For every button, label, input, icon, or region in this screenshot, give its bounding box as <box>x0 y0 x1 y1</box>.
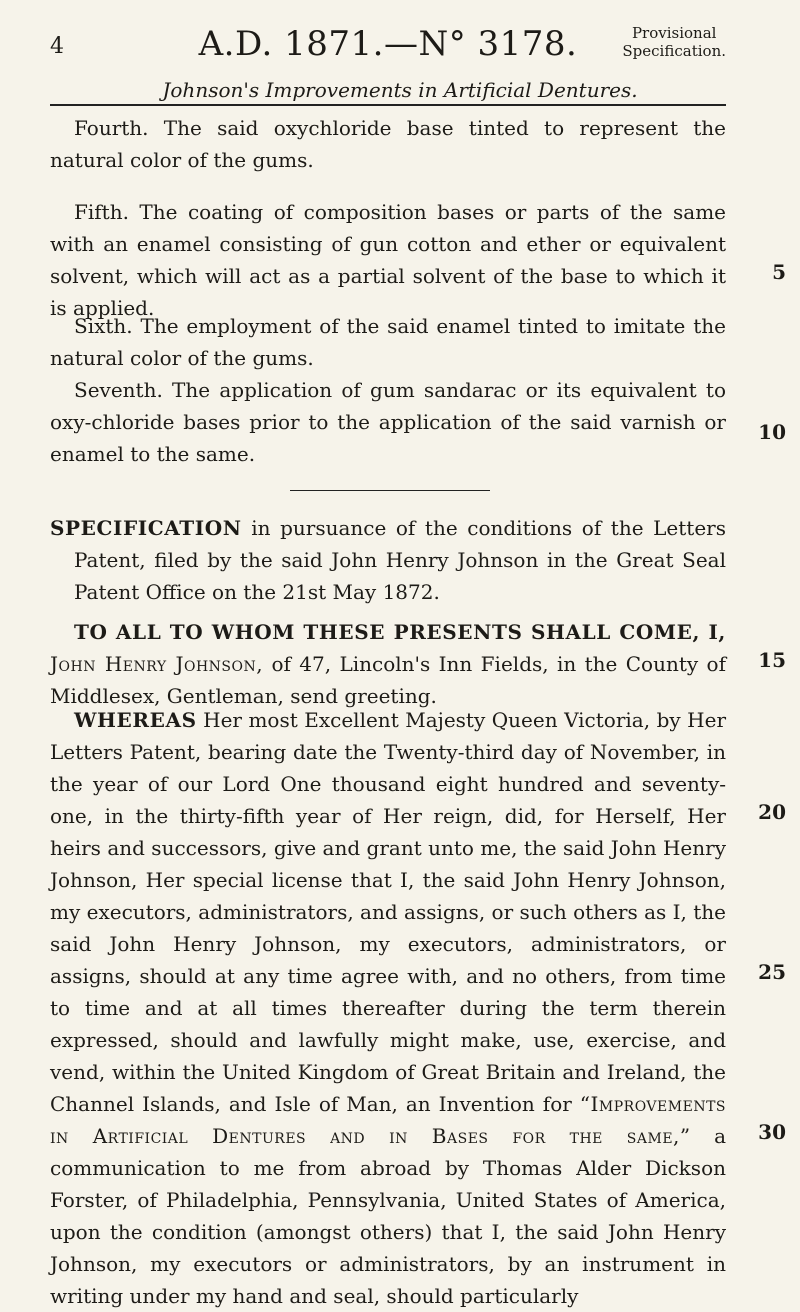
header-rule <box>50 104 726 106</box>
page-title: A.D. 1871.—N° 3178. <box>198 24 578 64</box>
running-subtitle: Johnson's Improvements in Artificial Dentures. <box>162 78 638 102</box>
line-number: 30 <box>758 1120 786 1144</box>
provisional-label-line2: Specification. <box>622 42 726 60</box>
line-number: 25 <box>758 960 786 984</box>
line-number: 5 <box>772 260 786 284</box>
provisional-specification-label <box>622 24 726 60</box>
paragraph-fourth: Fourth. The said oxychloride base tinted to represent the natural color of the gums. <box>50 116 726 172</box>
paragraph-whereas <box>50 704 726 1312</box>
paragraph-to-all <box>50 616 726 712</box>
line-number: 20 <box>758 800 786 824</box>
page-header <box>50 16 726 64</box>
whereas-text-part1: Her most Excellent Majesty Queen Victoria, by Her Letters Patent, bearing date the Twenty-third day of November, in the year of our Lord One thousand eight hundred and seventy-one, in the thirty-fifth year of Her reign, did, for Herself, Her heirs and successors, give and grant unto me, the said John Henry Johnson, Her special license that I, the said John Henry Johnson, my executors, administrators, and assigns, or such others as I, the said John Henry Johnson, my executors, administrators, or assigns, should at any time agree with, and no others, from time to time and at all times thereafter during the term therein expressed, should and lawfully might make, use, exercise, and vend, within the United Kingdom of Great Britain and Ireland, the Channel Islands, and Isle of Man, an Invention for <box>50 708 726 1116</box>
paragraph-sixth: Sixth. The employment of the said enamel tinted to imitate the natural color of the gums. <box>50 314 726 370</box>
invention-title: “Improvements in Artificial Dentures and in Bases for the same,” <box>50 1092 726 1148</box>
to-all-name: John Henry Johnson, <box>50 652 264 676</box>
specification-heading-paragraph <box>50 512 726 608</box>
provisional-label-line1: Provisional <box>631 24 717 42</box>
paragraph-seventh: Seventh. The application of gum sandarac or its equivalent to oxy-chloride bases prior to the application of the said varnish or enamel to the same. <box>50 378 726 466</box>
paragraph-fifth: Fifth. The coating of composition bases or parts of the same with an enamel consisting of gun cotton and ether or equivalent solvent, which will act as a partial solvent of the base to which it is applied. <box>50 200 726 320</box>
line-number: 15 <box>758 648 786 672</box>
line-number: 10 <box>758 420 786 444</box>
to-all-lead: TO ALL TO WHOM THESE PRESENTS SHALL COME, I, <box>74 620 726 644</box>
whereas-lead: WHEREAS <box>74 708 197 732</box>
page-number: 4 <box>50 34 64 59</box>
specification-text: in pursuance of the conditions of the Letters Patent, filed by the said John Henry Johnson in the Great Seal Patent Office on the 21st May 1872. <box>74 516 726 604</box>
specification-lead: SPECIFICATION <box>50 516 242 540</box>
to-all-text: of 47, Lincoln's Inn Fields, in the County of Middlesex, Gentleman, send greeting. <box>50 652 726 708</box>
section-divider <box>290 490 490 491</box>
whereas-text-part2: a communication to me from abroad by Thomas Alder Dickson Forster, of Philadelphia, Pennsylvania, United States of America, upon the condition (amongst others) that I, the said John Henry Johnson, my executors or administrators, by an instrument in writing under my hand and seal, should particularly <box>50 1124 727 1308</box>
